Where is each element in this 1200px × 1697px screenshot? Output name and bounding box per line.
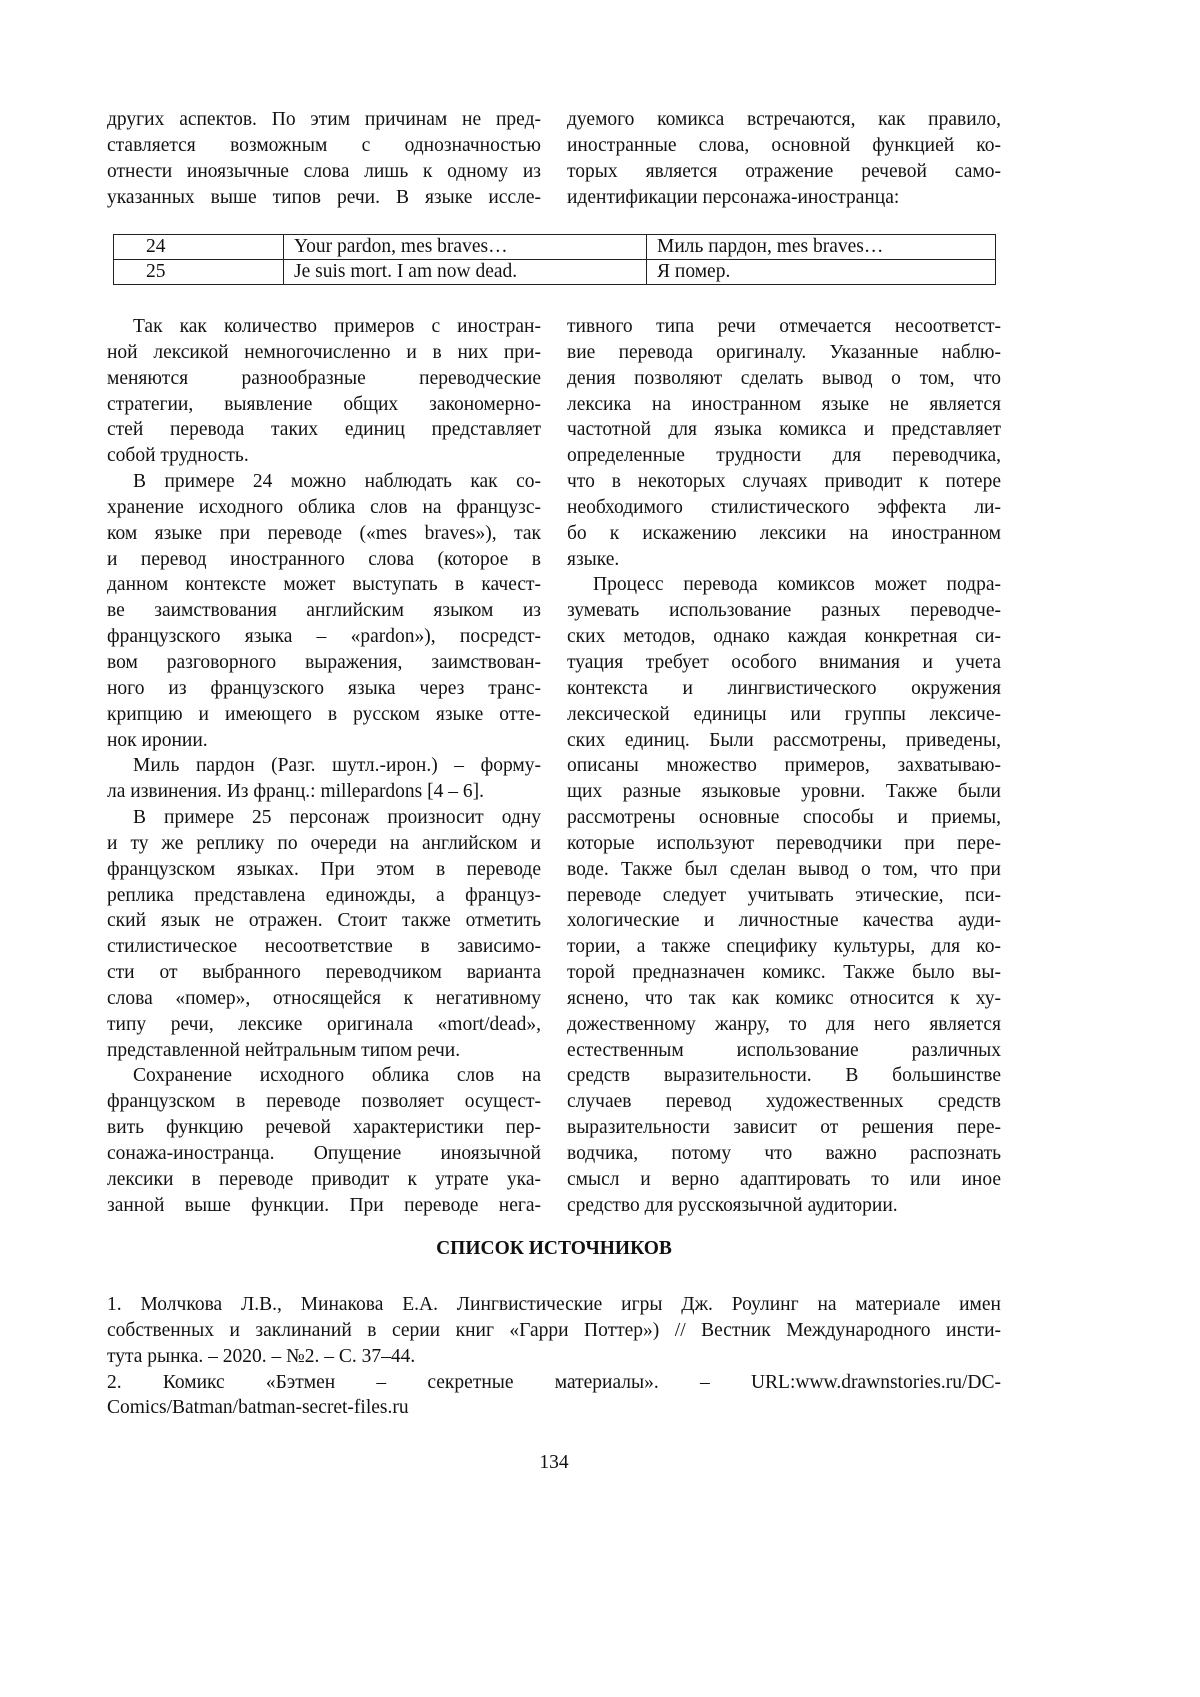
text-line: Comics/Batman/batman-secret-files.ru <box>107 1395 1001 1421</box>
text-line: Процесс перевода комиксов может подра- <box>567 572 1001 598</box>
text-line: ских единиц. Были рассмотрены, приведены, <box>567 728 1001 754</box>
text-line: тории, а также специфику культуры, для ко- <box>567 934 1001 960</box>
text-line: контекста и лингвистического окружения <box>567 676 1001 702</box>
text-line: В примере 25 персонаж произносит одну <box>107 805 541 831</box>
text-line: переводе следует учитывать этические, пси- <box>567 883 1001 909</box>
text-line: которые используют переводчики при пере- <box>567 831 1001 857</box>
text-line: языке. <box>567 547 1001 573</box>
table-row <box>114 235 996 260</box>
text-line: стей перевода таких единиц представляет <box>107 417 541 443</box>
text-line: естественным использование различных <box>567 1038 1001 1064</box>
text-line: данном контексте может выступать в качест- <box>107 572 541 598</box>
translation-text: Миль пардон, mes braves… <box>647 235 996 260</box>
top-left-column <box>107 107 541 210</box>
text-line: В примере 24 можно наблюдать как со- <box>107 469 541 495</box>
text-line: лексики в переводе приводит к утрате ука- <box>107 1167 541 1193</box>
text-line: щих разные языковые уровни. Также были <box>567 779 1001 805</box>
text-line: отнести иноязычные слова лишь к одному из <box>107 159 541 185</box>
text-line: сонажа-иностранца. Опущение иноязычной <box>107 1141 541 1167</box>
text-line: лексической единицы или группы лексиче- <box>567 702 1001 728</box>
text-line: указанных выше типов речи. В языке иссле- <box>107 185 541 211</box>
text-line: других аспектов. По этим причинам не пред- <box>107 107 541 133</box>
text-line: определенные трудности для переводчика, <box>567 443 1001 469</box>
text-line: смысл и верно адаптировать то или иное <box>567 1167 1001 1193</box>
text-line: описаны множество примеров, захватываю- <box>567 753 1001 779</box>
text-line: средств выразительности. В большинстве <box>567 1063 1001 1089</box>
text-line: дожественному жанру, то для него является <box>567 1012 1001 1038</box>
top-right-column <box>567 107 1001 210</box>
text-line: слова «помер», относящейся к негативному <box>107 986 541 1012</box>
text-line: водчика, потому что важно распознать <box>567 1141 1001 1167</box>
text-line: торых является отражение речевой само- <box>567 159 1001 185</box>
text-line: 1. Молчкова Л.В., Минакова Е.А. Лингвистические игры Дж. Роулинг на материале имен <box>107 1292 1001 1318</box>
text-line: Так как количество примеров с иностран- <box>107 314 541 340</box>
translation-text: Я помер. <box>647 260 996 285</box>
text-line: туация требует особого внимания и учета <box>567 650 1001 676</box>
text-line: крипцию и имеющего в русском языке отте- <box>107 702 541 728</box>
text-line: ной лексикой немногочисленно и в них при- <box>107 340 541 366</box>
text-line: Сохранение исходного облика слов на <box>107 1063 541 1089</box>
text-line: нок иронии. <box>107 728 541 754</box>
text-line: что в некоторых случаях приводит к потере <box>567 469 1001 495</box>
text-line: ком языке при переводе («mes braves»), так <box>107 521 541 547</box>
text-line: воде. Также был сделан вывод о том, что при <box>567 857 1001 883</box>
text-line: собой трудность. <box>107 443 541 469</box>
text-line: реплика представлена единожды, а француз- <box>107 883 541 909</box>
text-line: вом разговорного выражения, заимствован- <box>107 650 541 676</box>
text-line: случаев перевод художественных средств <box>567 1089 1001 1115</box>
text-line: и перевод иностранного слова (которое в <box>107 547 541 573</box>
text-line: дуемого комикса встречаются, как правило, <box>567 107 1001 133</box>
text-line: зумевать использование разных переводче- <box>567 598 1001 624</box>
text-line: выразительности зависит от решения пере- <box>567 1115 1001 1141</box>
text-line: стилистическое несоответствие в зависимо- <box>107 934 541 960</box>
text-line: рассмотрены основные способы и приемы, <box>567 805 1001 831</box>
text-line: лексика на иностранном языке не является <box>567 392 1001 418</box>
text-line: бо к искажению лексики на иностранном <box>567 521 1001 547</box>
original-text: Your pardon, mes braves… <box>284 235 647 260</box>
references-list <box>107 1292 1001 1421</box>
text-line: ного из французского языка через транс- <box>107 676 541 702</box>
text-line: и ту же реплику по очереди на английском и <box>107 831 541 857</box>
right-column <box>567 314 1001 1219</box>
text-line: дения позволяют сделать вывод о том, что <box>567 366 1001 392</box>
text-line: необходимого стилистического эффекта ли- <box>567 495 1001 521</box>
text-line: тута рынка. – 2020. – №2. – С. 37–44. <box>107 1344 1001 1370</box>
text-line: сти от выбранного переводчиком варианта <box>107 960 541 986</box>
text-line: ский язык не отражен. Стоит также отметить <box>107 908 541 934</box>
left-column <box>107 314 541 1219</box>
text-line: 2. Комикс «Бэтмен – секретные материалы». – URL:www.drawnstories.ru/DC- <box>107 1370 1001 1396</box>
text-line: стратегии, выявление общих закономерно- <box>107 392 541 418</box>
text-line: вить функцию речевой характеристики пер- <box>107 1115 541 1141</box>
text-line: ских методов, однако каждая конкретная си- <box>567 624 1001 650</box>
table-row <box>114 260 996 285</box>
text-line: занной выше функции. При переводе нега- <box>107 1193 541 1219</box>
text-line: типу речи, лексике оригинала «mort/dead», <box>107 1012 541 1038</box>
text-line: собственных и заклинаний в серии книг «Гарри Поттер») // Вестник Международного инсти- <box>107 1318 1001 1344</box>
references-heading: СПИСОК ИСТОЧНИКОВ <box>107 1238 1001 1260</box>
original-text: Je suis mort. I am now dead. <box>284 260 647 285</box>
text-line: идентификации персонажа-иностранца: <box>567 185 1001 211</box>
example-number: 24 <box>114 235 284 260</box>
text-line: представленной нейтральным типом речи. <box>107 1038 541 1064</box>
text-line: иностранные слова, основной функцией ко- <box>567 133 1001 159</box>
text-line: торой предназначен комикс. Также было вы- <box>567 960 1001 986</box>
text-line: французского языка – «pardon»), посредст- <box>107 624 541 650</box>
text-line: Миль пардон (Разг. шутл.-ирон.) – форму- <box>107 753 541 779</box>
text-line: средство для русскоязычной аудитории. <box>567 1193 1001 1219</box>
text-line: вие перевода оригиналу. Указанные наблю- <box>567 340 1001 366</box>
examples-table <box>113 234 996 285</box>
text-line: яснено, что так как комикс относится к ху- <box>567 986 1001 1012</box>
text-line: тивного типа речи отмечается несоответст- <box>567 314 1001 340</box>
text-line: меняются разнообразные переводческие <box>107 366 541 392</box>
text-line: французском языках. При этом в переводе <box>107 857 541 883</box>
page-number: 134 <box>107 1452 1001 1474</box>
text-line: частотной для языка комикса и представляет <box>567 417 1001 443</box>
text-line: ставляется возможным с однозначностью <box>107 133 541 159</box>
text-line: ве заимствования английским языком из <box>107 598 541 624</box>
text-line: французском в переводе позволяет осущест- <box>107 1089 541 1115</box>
text-line: хранение исходного облика слов на французс- <box>107 495 541 521</box>
text-line: хологические и личностные качества ауди- <box>567 908 1001 934</box>
example-number: 25 <box>114 260 284 285</box>
text-line: ла извинения. Из франц.: millepardons [4 – 6]. <box>107 779 541 805</box>
